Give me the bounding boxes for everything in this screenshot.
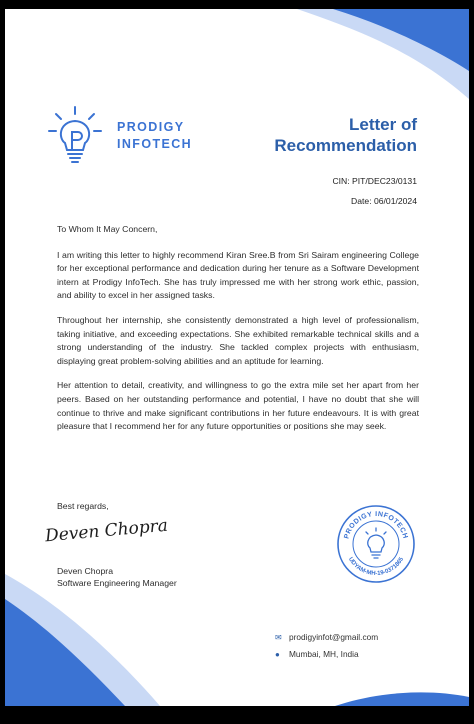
- location-text: Mumbai, MH, India: [289, 649, 359, 659]
- signer-title: Software Engineering Manager: [57, 578, 177, 588]
- email-text: prodigyinfot@gmail.com: [289, 632, 379, 642]
- company-logo: [47, 105, 197, 171]
- stamp-bottom-text: UDYAM-MH-19-0371865: [346, 556, 406, 578]
- company-name-line1: PRODIGY: [117, 120, 185, 134]
- lightbulb-icon: [47, 105, 103, 171]
- company-name: [117, 119, 192, 153]
- handwritten-signature: Deven Chopra: [44, 515, 169, 547]
- email-icon: ✉: [275, 633, 282, 643]
- paragraph-1: I am writing this letter to highly recommend Kiran Sree.B from Sri Sairam engineering College for her exceptional performance and dedication during her tenure as a Software Development intern at Prodigy InfoTech. She has truly impressed me with her strong work ethic, passion, and ability to excel in her assigned tasks.: [57, 249, 419, 301]
- stamp-lightbulb-icon: [366, 528, 386, 558]
- bottom-right-accent-wave: [335, 692, 469, 706]
- company-name-line2: INFOTECH: [117, 137, 193, 151]
- stamp-top-text: PRODIGY INFOTECH: [343, 510, 409, 540]
- location-pin-icon: ●: [275, 650, 280, 660]
- contact-location: [275, 649, 359, 659]
- document-date: Date: 06/01/2024: [351, 196, 417, 206]
- document-title: [274, 114, 417, 156]
- title-line2: Recommendation: [274, 136, 417, 155]
- letter-page: [5, 9, 469, 706]
- contact-email: [275, 632, 378, 642]
- company-stamp: [336, 504, 416, 584]
- paragraph-3: Her attention to detail, creativity, and willingness to go the extra mile set her apart from her peers. Based on her outstanding performance and potential, I have no doubt that she will continue to thrive and make significant contributions in her future endeavours. It is with great pleasure that I recommend her for any future opportunities or positions she may seek.: [57, 380, 419, 432]
- closing: Best regards,: [57, 501, 109, 511]
- cin-number: CIN: PIT/DEC23/0131: [332, 176, 417, 186]
- salutation: To Whom It May Concern,: [57, 224, 158, 234]
- paragraph-2: Throughout her internship, she consistently demonstrated a high level of professionalism, taking initiative, and exceeding expectations. She exhibited remarkable technical skills and a strong understanding of the industry. She tackled complex projects with enthusiasm, displaying great problem-solving abilities and an aptitude for learning.: [57, 314, 419, 366]
- signer-block: [57, 565, 177, 589]
- signer-name: Deven Chopra: [57, 566, 114, 576]
- letter-body: [57, 223, 419, 445]
- title-line1: Letter of: [349, 115, 417, 134]
